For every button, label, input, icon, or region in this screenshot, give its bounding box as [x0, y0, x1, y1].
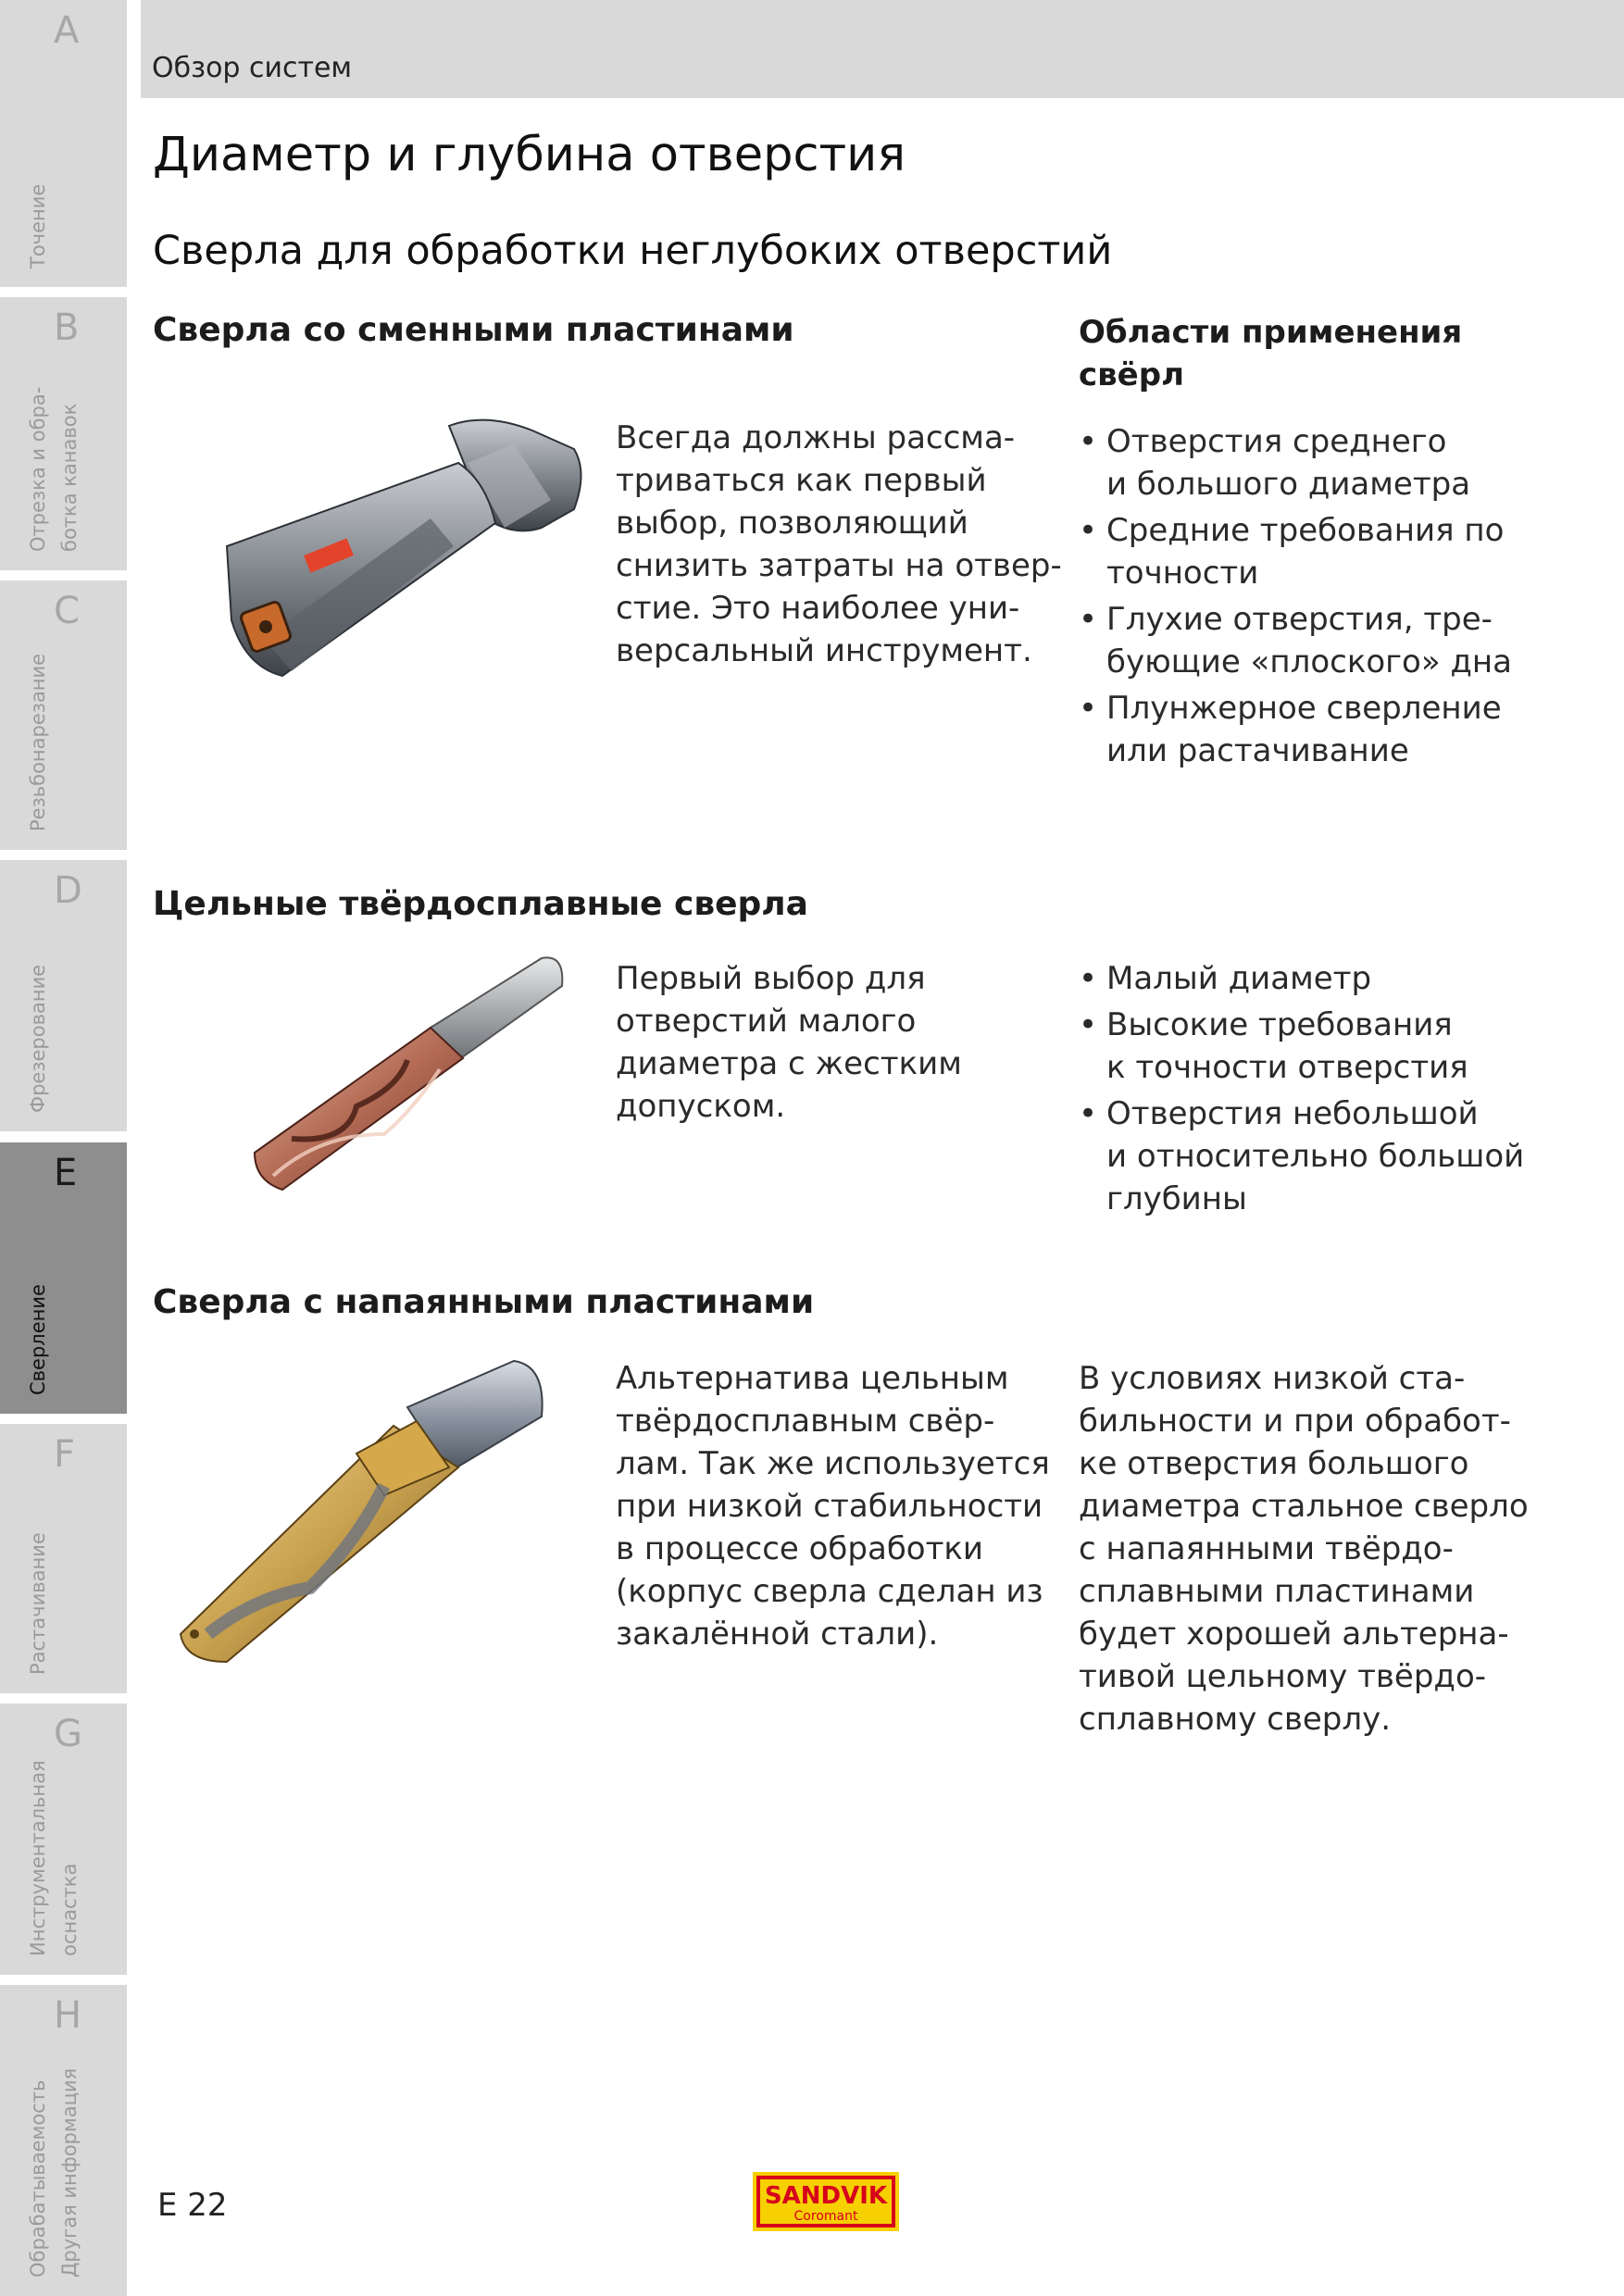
- indexable-drill-image: [208, 407, 597, 704]
- sidebar-tab-a[interactable]: [0, 0, 127, 287]
- header-label: Обзор систем: [152, 52, 353, 84]
- tab-letter: E: [54, 1152, 78, 1194]
- section-description: Первый выбор для отверстий малого диаметра с жестким допуском.: [616, 960, 962, 1125]
- applications-heading: Области применения свёрл: [1079, 314, 1463, 393]
- page-subtitle: Сверла для обработки неглубоких отверстий: [153, 228, 1113, 274]
- section-description: Альтернатива цельным твёрдосплавным свёр- лам. Так же используется при низкой стабильности в процессе обработки (корпус сверла сделан из закалённой стали).: [616, 1360, 1050, 1653]
- solid-carbide-list: [1079, 957, 1524, 1224]
- brazed-tip-side-text: В условиях низкой ста- бильности и при обработ- ке отверстия большого диаметра стальное сверло с напаянными твёрдо- сплавными пластинами будет хорошей альтерна- тивой цельному твёрдо- сплавному сверлу.: [1079, 1360, 1529, 1738]
- tab-letter: C: [54, 590, 80, 632]
- tab-letter: D: [54, 869, 82, 912]
- tab-letter: A: [54, 9, 80, 52]
- applications-list: [1079, 420, 1512, 776]
- solid-carbide-drill-image: [236, 949, 579, 1199]
- sidebar-tab-h[interactable]: [0, 1985, 127, 2296]
- list-item: • Средние требования по точности: [1079, 509, 1512, 594]
- brazed-tip-drill-image: [171, 1356, 560, 1671]
- section-description: Всегда должны рассма- триваться как первый выбор, позволяющий снизить затраты на отвер- стие. Это наиболее уни- версальный инструмент.: [616, 419, 1062, 669]
- sidebar-tab-g[interactable]: [0, 1703, 127, 1975]
- tab-letter: G: [54, 1713, 82, 1755]
- list-item: • Плунжерное сверление или растачивание: [1079, 687, 1512, 772]
- page-number: E 22: [157, 2187, 228, 2224]
- tab-label: Точение: [27, 183, 49, 268]
- header-band: [141, 0, 1624, 98]
- section-heading-brazed-tip: Сверла с напаянными пластинами: [153, 1283, 815, 1321]
- svg-text:SANDVIK: SANDVIK: [764, 2182, 888, 2210]
- sidebar-tab-f[interactable]: [0, 1424, 127, 1693]
- list-item: • Малый диаметр: [1079, 957, 1524, 1000]
- tab-letter: H: [54, 1994, 82, 2037]
- page-title: Диаметр и глубина отверстия: [153, 128, 906, 182]
- section-heading-solid-carbide: Цельные твёрдосплавные сверла: [153, 885, 808, 923]
- tab-label: Фрезерование: [27, 964, 49, 1113]
- tab-label: Сверление: [27, 1284, 49, 1395]
- tab-letter: F: [54, 1433, 76, 1476]
- tab-label: Резьбонарезание: [27, 653, 49, 831]
- list-item: • Отверстия среднего и большого диаметра: [1079, 420, 1512, 505]
- section-heading-indexable-drills: Сверла со сменными пластинами: [153, 311, 794, 349]
- list-item: • Отверстия небольшой и относительно большой глубины: [1079, 1092, 1524, 1220]
- sidebar-tab-d[interactable]: [0, 860, 127, 1131]
- sidebar-tab-b[interactable]: [0, 297, 127, 570]
- sidebar-tab-e[interactable]: [0, 1142, 127, 1414]
- list-item: • Глухие отверстия, тре- бующие «плоского» дна: [1079, 598, 1512, 683]
- tab-label: Инструментальная оснастка: [27, 1760, 81, 1956]
- tab-label: Обрабатываемость Другая информация: [27, 2067, 81, 2277]
- svg-text:Coromant: Coromant: [793, 2209, 858, 2224]
- sidebar-tab-c[interactable]: [0, 580, 127, 850]
- tab-label: Отрезка и обра- ботка канавок: [27, 386, 81, 552]
- tab-letter: B: [54, 306, 80, 349]
- sandvik-logo: [753, 2172, 899, 2231]
- tab-label: Растачивание: [27, 1532, 49, 1675]
- list-item: • Высокие требования к точности отверстия: [1079, 1004, 1524, 1089]
